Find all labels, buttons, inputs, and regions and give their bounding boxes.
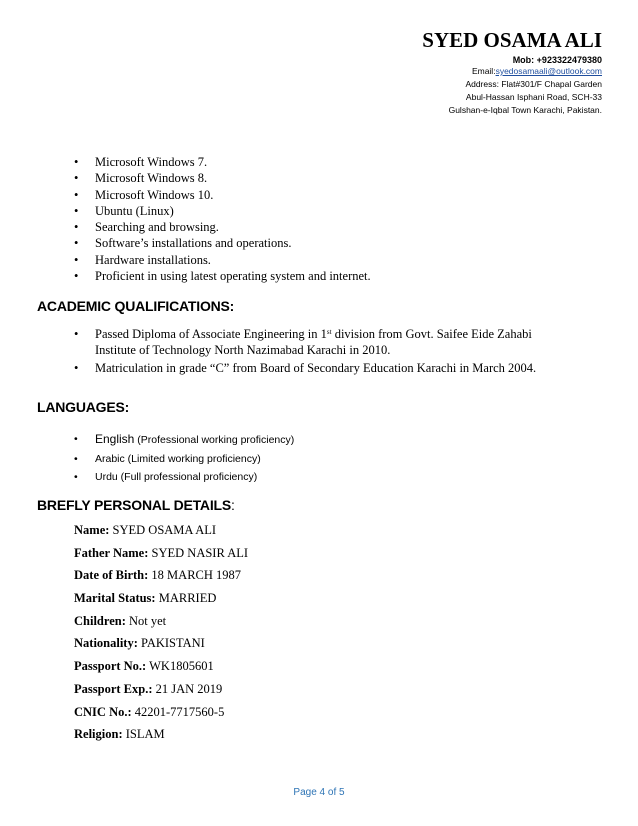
address-line-1: Address: Flat#301/F Chapal Garden	[465, 79, 602, 89]
personal-heading: BREFLY PERSONAL DETAILS:	[37, 497, 235, 513]
list-item: • Microsoft Windows 8.	[74, 170, 574, 186]
list-item: • Proficient in using latest operating system and internet.	[74, 268, 574, 284]
address-line-3: Gulshan-e-Iqbal Town Karachi, Pakistan.	[448, 105, 602, 115]
resume-header	[422, 28, 602, 117]
detail-row: Name: SYED OSAMA ALI	[74, 523, 217, 537]
list-item: • Microsoft Windows 7.	[74, 154, 574, 170]
list-item: • English (Professional working proficiency)	[74, 430, 574, 450]
detail-row: CNIC No.: 42201-7717560-5	[74, 704, 225, 719]
detail-row: Nationality: PAKISTANI	[74, 636, 205, 651]
detail-row: Father Name: SYED NASIR ALI	[74, 545, 249, 560]
list-item: • Urdu (Full professional proficiency)	[74, 468, 574, 487]
email-link[interactable]: syedosamaali@outlook.com	[495, 66, 602, 76]
detail-row: Passport Exp.: 21 JAN 2019	[74, 681, 223, 696]
personal-details	[74, 523, 248, 750]
list-item: • Software’s installations and operations.	[74, 235, 574, 251]
languages-list	[74, 430, 574, 487]
academic-heading: ACADEMIC QUALIFICATIONS:	[37, 298, 235, 314]
detail-row: Marital Status: MARRIED	[74, 591, 217, 606]
detail-row: Passport No.: WK1805601	[74, 659, 214, 674]
mobile-number: Mob: +923322479380	[512, 55, 602, 65]
list-item: • Searching and browsing.	[74, 219, 574, 235]
page-number: Page 4 of 5	[293, 787, 345, 798]
list-item: • Passed Diploma of Associate Engineering in 1st division from Govt. Saifee Eide Zahabi Institute of Technology North Nazimabad Karachi in 2010.	[74, 327, 574, 358]
skills-list	[74, 154, 574, 284]
languages-heading: LANGUAGES:	[37, 399, 130, 415]
list-item: • Arabic (Limited working proficiency)	[74, 450, 574, 469]
address-line-2: Abul-Hassan Isphani Road, SCH-33	[465, 92, 602, 102]
list-item: • Microsoft Windows 10.	[74, 187, 574, 203]
email-label: Email:	[471, 66, 496, 76]
email-line	[422, 65, 602, 78]
list-item: • Ubuntu (Linux)	[74, 203, 574, 219]
candidate-name: SYED OSAMA ALI	[422, 28, 602, 52]
list-item: • Hardware installations.	[74, 252, 574, 268]
detail-row: Religion: ISLAM	[74, 727, 165, 742]
list-item: • Matriculation in grade “C” from Board of Secondary Education Karachi in March 2004.	[74, 361, 574, 377]
academic-list	[74, 327, 574, 380]
detail-row: Children: Not yet	[74, 613, 167, 628]
detail-row: Date of Birth: 18 MARCH 1987	[74, 568, 242, 583]
